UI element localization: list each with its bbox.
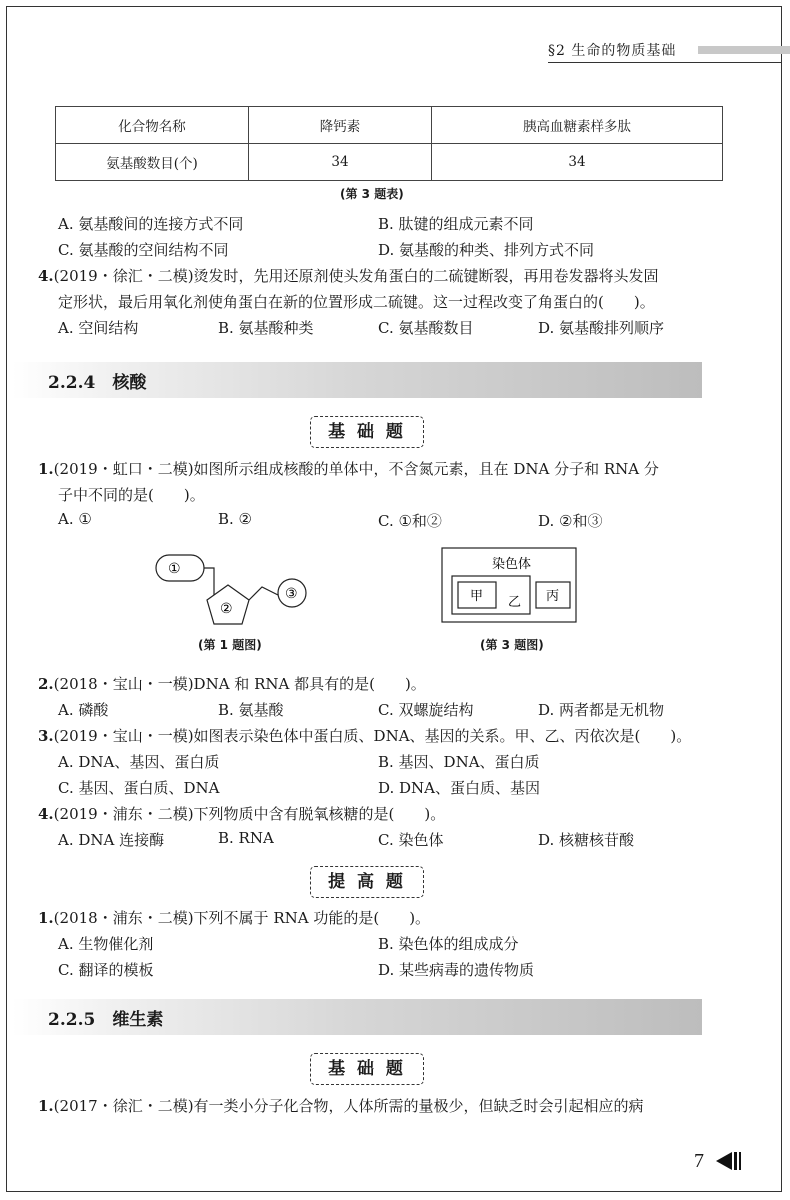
option: C. ①和② xyxy=(378,512,442,530)
option: B. RNA xyxy=(218,829,274,847)
option: A. DNA、基因、蛋白质 xyxy=(58,753,220,771)
question-number: 3. xyxy=(38,727,54,745)
chromosome-figure xyxy=(440,546,580,626)
question-text: (2017・徐汇・二模)有一类小分子化合物，人体所需的量极少，但缺乏时会引起相应的病 xyxy=(53,1097,644,1115)
option: D. 核糖核苷酸 xyxy=(538,831,635,849)
question-text: (2019・浦东・二模)下列物质中含有脱氧核糖的是( )。 xyxy=(53,805,446,823)
option: C. 氨基酸的空间结构不同 xyxy=(58,241,229,259)
option: A. DNA 连接酶 xyxy=(58,831,165,849)
header-rule xyxy=(548,62,782,63)
question-number: 1. xyxy=(38,460,54,478)
table-cell: 化合物名称 xyxy=(56,107,249,144)
header-decoration xyxy=(698,46,790,54)
question-line xyxy=(38,803,445,824)
question-text: (2019・徐汇・二模)烫发时，先用还原剂使头发角蛋白的二硫键断裂，再用卷发器将头发固 xyxy=(53,267,659,285)
fig3-title: 染色体 xyxy=(492,557,532,572)
section-heading xyxy=(12,362,702,398)
table-cell: 34 xyxy=(432,144,723,181)
option: A. 空间结构 xyxy=(58,319,139,337)
compound-table xyxy=(55,106,723,181)
option: C. 双螺旋结构 xyxy=(378,701,474,719)
option: C. 氨基酸数目 xyxy=(378,319,474,337)
question-number: 4. xyxy=(38,267,54,285)
question-line xyxy=(38,1095,644,1116)
advanced-questions-badge: 提 高 题 xyxy=(310,866,424,898)
question-line: 子中不同的是( )。 xyxy=(58,486,205,504)
question-text: (2018・浦东・二模)下列不属于 RNA 功能的是( )。 xyxy=(53,909,431,927)
option: B. 氨基酸种类 xyxy=(218,319,314,337)
option: B. 肽键的组成元素不同 xyxy=(378,215,534,233)
section-title: 2.2.5 维生素 xyxy=(48,1010,164,1030)
option: C. 翻译的模板 xyxy=(58,961,154,979)
question-number: 1. xyxy=(38,1097,54,1115)
fig3-label: 丙 xyxy=(546,589,560,604)
page-number: 7 xyxy=(694,1150,704,1172)
option: B. 染色体的组成成分 xyxy=(378,935,519,953)
option: A. 氨基酸间的连接方式不同 xyxy=(58,215,244,233)
table-cell: 34 xyxy=(249,144,432,181)
question-number: 4. xyxy=(38,805,54,823)
table-cell: 氨基酸数目(个) xyxy=(56,144,249,181)
option: D. 两者都是无机物 xyxy=(538,701,665,719)
question-line xyxy=(38,265,659,286)
option: B. 基因、DNA、蛋白质 xyxy=(378,753,540,771)
fig3-label: 乙 xyxy=(508,595,522,610)
running-header xyxy=(548,40,676,60)
question-line: 定形状，最后用氧化剂使角蛋白在新的位置形成二硫键。这一过程改变了角蛋白的( )。 xyxy=(58,293,655,311)
option: B. ② xyxy=(218,510,253,528)
basic-questions-badge: 基 础 题 xyxy=(310,1053,424,1085)
question-text: (2018・宝山・一模)DNA 和 RNA 都具有的是( )。 xyxy=(53,675,426,693)
header-section: §2 生命的物质基础 xyxy=(548,43,677,59)
table-cell: 降钙素 xyxy=(249,107,432,144)
question-number: 2. xyxy=(38,675,54,693)
table-row xyxy=(56,107,723,144)
option: C. 基因、蛋白质、DNA xyxy=(58,779,220,797)
option: A. 生物催化剂 xyxy=(58,935,154,953)
question-line xyxy=(38,725,691,746)
figure-caption: (第 1 题图) xyxy=(198,638,262,652)
question-line xyxy=(38,673,426,694)
table-row xyxy=(56,144,723,181)
page-marker-icon xyxy=(714,1150,744,1172)
option: C. 染色体 xyxy=(378,831,444,849)
option: D. ②和③ xyxy=(538,512,603,530)
question-text: (2019・虹口・二模)如图所示组成核酸的单体中，不含氮元素，且在 DNA 分子和 RNA 分 xyxy=(53,460,659,478)
fig3-label: 甲 xyxy=(470,589,484,604)
option: D. DNA、蛋白质、基因 xyxy=(378,779,541,797)
option: A. 磷酸 xyxy=(58,701,109,719)
nucleotide-figure xyxy=(150,545,330,635)
option: A. ① xyxy=(58,510,92,528)
table-cell: 胰高血糖素样多肽 xyxy=(432,107,723,144)
fig1-label: ② xyxy=(220,601,233,617)
question-line xyxy=(38,458,659,479)
option: B. 氨基酸 xyxy=(218,701,284,719)
section-title: 2.2.4 核酸 xyxy=(48,373,147,393)
question-number: 1. xyxy=(38,909,54,927)
question-line xyxy=(38,907,430,928)
fig1-label: ① xyxy=(168,561,181,577)
basic-questions-badge: 基 础 题 xyxy=(310,416,424,448)
table-caption: (第 3 题表) xyxy=(340,187,404,201)
option: D. 氨基酸的种类、排列方式不同 xyxy=(378,241,595,259)
figure-caption: (第 3 题图) xyxy=(480,638,544,652)
section-heading xyxy=(12,999,702,1035)
fig1-label: ③ xyxy=(285,586,298,602)
option: D. 氨基酸排列顺序 xyxy=(538,319,665,337)
question-text: (2019・宝山・一模)如图表示染色体中蛋白质、DNA、基因的关系。甲、乙、丙依次是( )。 xyxy=(53,727,692,745)
option: D. 某些病毒的遗传物质 xyxy=(378,961,535,979)
